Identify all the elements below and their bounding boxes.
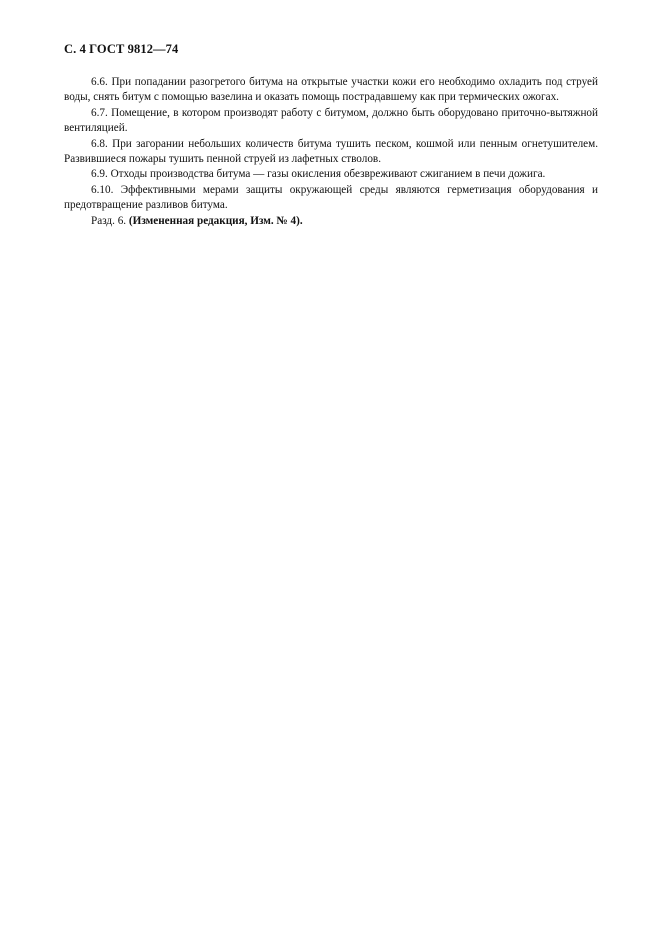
amendment-prefix: Разд. 6. — [91, 214, 127, 227]
paragraph-text: Помещение, в котором производят работу с битумом, должно быть оборудовано приточно-вытяжной вентиляцией. — [64, 106, 599, 135]
paragraph-number: 6.10. — [91, 183, 114, 196]
paragraph-6-10 — [64, 183, 598, 214]
paragraph-number: 6.7. — [91, 106, 108, 119]
section-6-text — [64, 75, 598, 229]
paragraph-text: При загорании небольших количеств битума тушить песком, кошмой или пенным огнетушителем. Развившиеся пожары тушить пенной струей из лафетных стволов. — [64, 137, 599, 166]
paragraph-6-9 — [64, 167, 598, 182]
paragraph-6-8 — [64, 137, 598, 168]
paragraph-text: Эффективными мерами защиты окружающей среды являются герметизация оборудования и предотвращение разливов битума. — [64, 183, 599, 212]
paragraph-6-7 — [64, 106, 598, 137]
page-label: С. 4 ГОСТ 9812—74 — [64, 42, 179, 56]
paragraph-number: 6.6. — [91, 76, 108, 88]
paragraph-number: 6.9. — [91, 168, 108, 181]
paragraph-text: Отходы производства битума — газы окисления обезвреживают сжиганием в печи дожига. — [110, 168, 546, 181]
amendment-note — [64, 214, 598, 229]
amendment-edition: (Измененная редакция, Изм. № 4). — [128, 214, 303, 227]
page-header — [64, 42, 178, 57]
paragraph-6-6 — [64, 75, 598, 106]
paragraph-number: 6.8. — [91, 137, 108, 150]
paragraph-text: При попадании разогретого битума на открытые участки кожи его необходимо охладить под струей воды, снять битум с помощью вазелина и оказать помощь пострадавшему как при термических ожогах. — [64, 76, 598, 104]
